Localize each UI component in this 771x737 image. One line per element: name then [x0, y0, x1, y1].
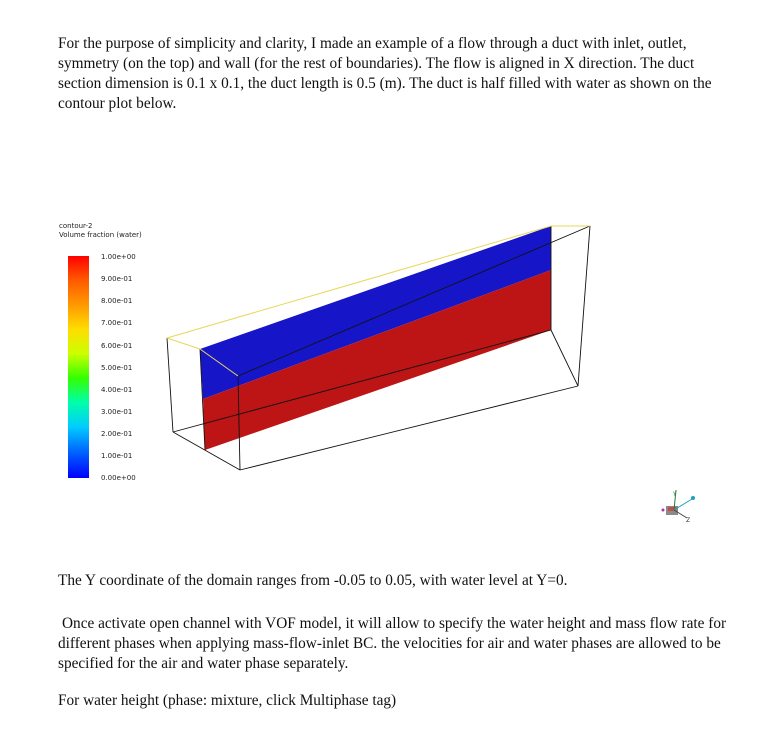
- open-channel-paragraph: Once activate open channel with VOF model, it will allow to specify the water height and mass flow rate for different phases when applying mass-flow-inlet BC. the velocities for air and water phases are allowed to be specified for the air and water phase separately.: [58, 615, 727, 672]
- svg-text:Y: Y: [673, 491, 677, 498]
- legend-tick-label: 6.00e-01: [101, 342, 133, 350]
- legend-tick-label: 1.00e+00: [101, 253, 136, 261]
- legend-tick-label: 8.00e-01: [101, 297, 133, 305]
- legend-tick-label: 9.00e-01: [101, 275, 133, 283]
- legend-tick-label: 7.00e-01: [101, 319, 133, 327]
- legend-tick-label: 1.00e-01: [101, 452, 133, 460]
- legend-tick-label: 5.00e-01: [101, 364, 133, 372]
- y-range-paragraph: The Y coordinate of the domain ranges from -0.05 to 0.05, with water level at Y=0.: [58, 572, 568, 589]
- intro-paragraph: For the purpose of simplicity and clarity, I made an example of a flow through a duct with inlet, outlet, symmetry (on the top) and wall (for the rest of boundaries). The flow is aligned in X direction. The duct section dimension is 0.1 x 0.1, the duct length is 0.5 (m). The duct is half filled with water as shown on the contour plot below.: [58, 35, 712, 112]
- legend-tick-label: 2.00e-01: [101, 430, 133, 438]
- water-height-paragraph: For water height (phase: mixture, click Multiphase tag): [58, 692, 397, 709]
- axis-triad-icon: [659, 488, 699, 524]
- svg-text:Z: Z: [686, 517, 691, 524]
- legend-tick-label: 0.00e+00: [101, 474, 136, 482]
- legend-title: contour-2: [59, 222, 93, 230]
- legend-subtitle: Volume fraction (water): [59, 231, 142, 239]
- legend-tick-label: 4.00e-01: [101, 386, 133, 394]
- legend-tick-label: 3.00e-01: [101, 408, 133, 416]
